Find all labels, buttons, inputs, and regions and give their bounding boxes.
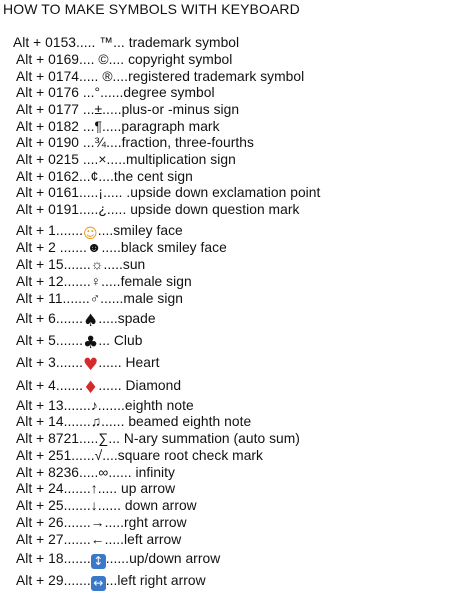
symbol-line (16, 550, 220, 569)
symbol-line-text: Alt + 2 .......☻.....black smiley face (16, 240, 227, 255)
symbol-line (16, 413, 251, 430)
symbol-line (16, 256, 145, 273)
symbol-line-text: Alt + 27.......←.....left arrow (16, 532, 182, 547)
page-title: HOW TO MAKE SYMBOLS WITH KEYBOARD (3, 1, 300, 17)
symbol-line-text: Alt + 0191.....¿..... upside down question mark (16, 202, 300, 217)
symbol-line-text: Alt + 12.......♀.....female sign (16, 274, 192, 289)
symbol-line-text: Alt + 0162...¢....the cent sign (16, 169, 193, 184)
symbol-line-text: Alt + 29....... (16, 573, 91, 588)
symbol-line-description: ....smiley face (97, 223, 183, 238)
symbol-line-text: Alt + 0182 ...¶.....paragraph mark (16, 119, 220, 134)
symbol-line-text: Alt + 0190 ...¾....fraction, three-fourths (16, 135, 254, 150)
symbol-line-text: Alt + 0176 ...°......degree symbol (16, 85, 215, 100)
symbol-line-text: Alt + 0174..... ®....registered trademark symbol (16, 69, 305, 84)
spade-icon: ♠ (83, 311, 99, 331)
symbol-line (16, 377, 181, 397)
symbol-line-description: ...... Heart (98, 355, 160, 370)
symbol-line (16, 134, 254, 151)
symbol-line (16, 464, 175, 481)
symbol-line-text: Alt + 26.......→.....rght arrow (16, 515, 187, 530)
symbol-line (16, 84, 215, 101)
symbol-line-text: Alt + 5....... (16, 333, 84, 348)
symbol-line-text: Alt + 0215 ....×.....multiplication sign (16, 152, 236, 167)
symbol-line-description: ...... Diamond (98, 378, 182, 393)
symbol-line-description: ...left right arrow (105, 573, 206, 588)
symbol-line (16, 51, 232, 68)
symbol-line-text: Alt + 0153..... ™... trademark symbol (13, 35, 240, 50)
symbol-line-text: Alt + 15.......☼.....sun (16, 257, 146, 272)
symbol-line-text: Alt + 11.......♂......male sign (16, 291, 183, 306)
symbol-line (16, 273, 192, 290)
symbol-line-description: .....spade (98, 311, 156, 326)
symbol-line (16, 497, 197, 514)
symbol-line (16, 531, 181, 548)
symbol-line (16, 310, 156, 330)
symbol-line (16, 447, 263, 464)
symbol-line-text: Alt + 8721.....∑... N-ary summation (auto sum) (16, 431, 300, 446)
symbol-line-text: Alt + 18....... (16, 551, 91, 566)
symbol-line-text: Alt + 3....... (16, 355, 84, 370)
symbol-line (16, 572, 206, 591)
symbol-line (16, 151, 236, 168)
symbol-line (16, 68, 304, 85)
symbol-line (16, 184, 320, 201)
symbol-line (16, 239, 227, 256)
symbol-line-text: Alt + 14.......♫...... beamed eighth note (16, 414, 252, 429)
symbol-line (16, 168, 193, 185)
symbol-line (16, 290, 183, 307)
diamond-icon: ♦ (83, 378, 99, 398)
symbol-line-description: ......up/down arrow (105, 551, 221, 566)
symbol-line-text: Alt + 0169.... ©.... copyright symbol (16, 52, 233, 67)
symbol-line (16, 480, 175, 497)
symbol-line (13, 34, 239, 51)
symbol-line (16, 118, 220, 135)
symbol-line-text: Alt + 13.......♪.......eighth note (16, 398, 194, 413)
symbol-line-text: Alt + 6....... (16, 311, 84, 326)
left-right-arrow-icon: ↔ (91, 576, 106, 591)
symbol-line (16, 101, 239, 118)
symbol-line (16, 514, 187, 531)
symbol-line-text: Alt + 25.......↓...... down arrow (16, 498, 197, 513)
smiley-emoji-icon: ☺ (83, 226, 98, 242)
heart-icon: ♥ (83, 355, 99, 375)
club-icon: ♣ (83, 333, 99, 353)
symbol-line-text: Alt + 0177 ...±.....plus-or -minus sign (16, 102, 240, 117)
symbol-line-text: Alt + 251......√....square root check mark (16, 448, 264, 463)
symbol-line-text: Alt + 8236.....∞...... infinity (16, 465, 176, 480)
symbol-line (16, 201, 299, 218)
symbol-line (16, 397, 194, 414)
symbol-line-description: ... Club (98, 333, 143, 348)
symbol-line-text: Alt + 24.......↑..... up arrow (16, 481, 176, 496)
symbol-line (16, 430, 300, 447)
symbol-line (16, 354, 160, 374)
symbol-line-text: Alt + 1....... (16, 223, 84, 238)
symbol-line-text: Alt + 0161.....¡..... .upside down exclamation point (16, 185, 321, 200)
symbol-line (16, 332, 142, 352)
symbol-line-text: Alt + 4....... (16, 378, 84, 393)
up-down-arrow-icon: ↕ (91, 554, 106, 569)
